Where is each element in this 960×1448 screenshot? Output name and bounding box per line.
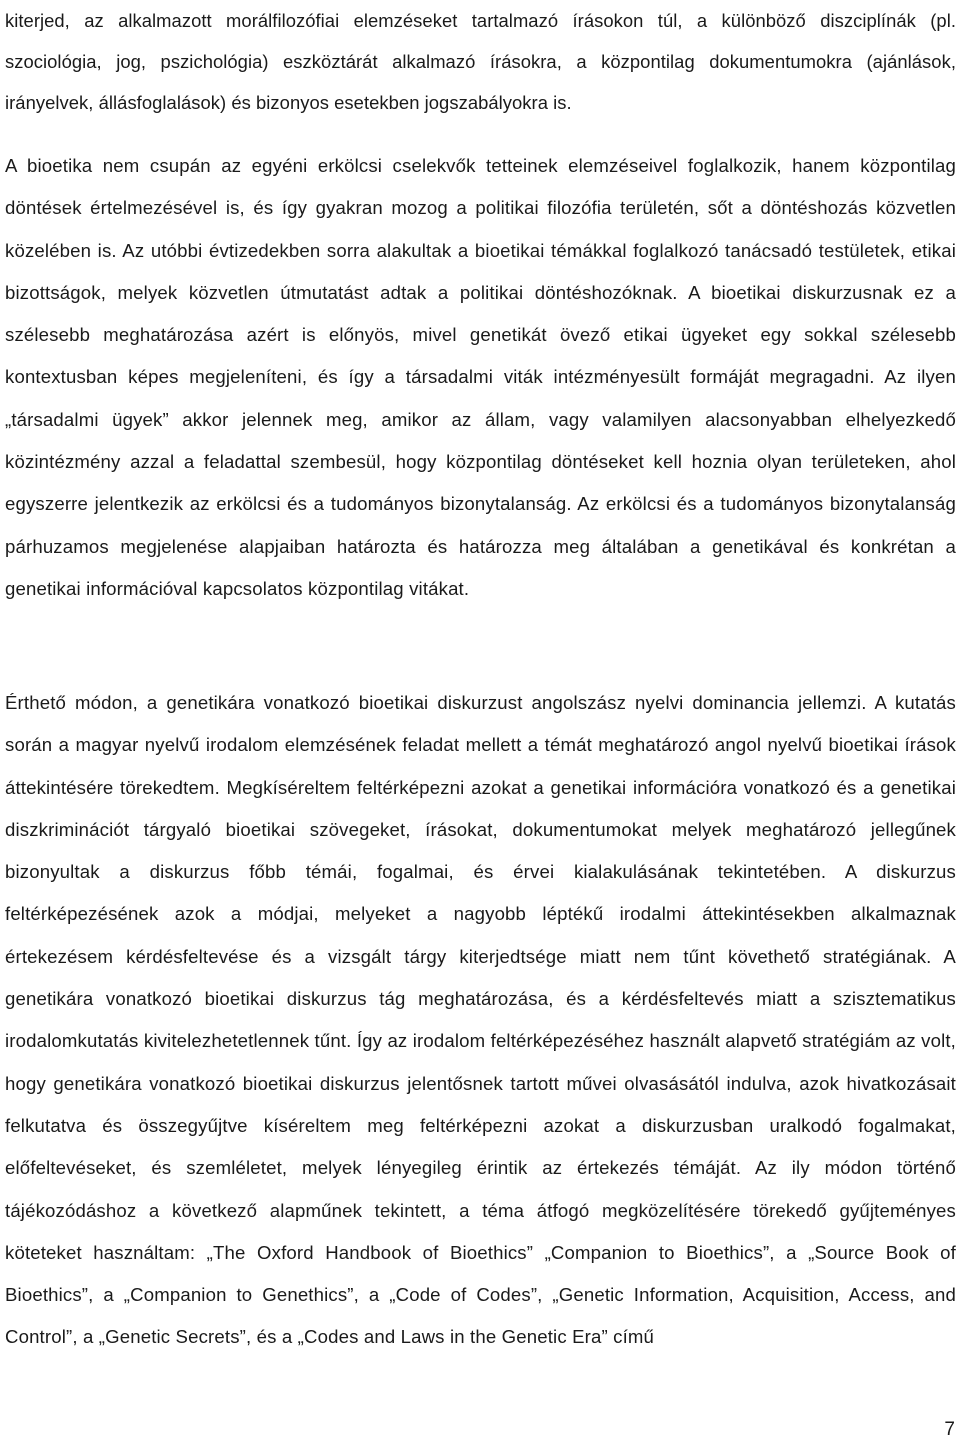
paragraph-research-method: Érthető módon, a genetikára vonatkozó bioetikai diskurzust angolszász nyelvi dominancia jellemzi. A kutatás során a magyar nyelvű irodalom elemzésének feladat mellett a témát meghatározó angol nyelvű bioetikai írások áttekintésére törekedtem. Megkíséreltem feltérképezni azokat a genetikai információra vonatkozó és a genetikai diszkriminációt tárgyaló bioetikai szövegeket, írásokat, dokumentumokat melyek meghatározó jellegűnek bizonyultak a diskurzus főbb témái, fogalmai, és érvei kialakulásának tekintetében. A diskurzus feltérképezésének azok a módjai, melyeket a nagyobb léptékű irodalmi áttekintésekben alkalmaznak értekezésem kérdésfeltevése és a vizsgált tárgy kiterjedtsége miatt nem tűnt követhető stratégiának. A genetikára vonatkozó bioetikai diskurzus tág meghatározása, és a kérdésfeltevés miatt a szisztematikus irodalomkutatás kivitelezhetetlennek tűnt. Így az irodalom feltérképezéséhez használt alapvető stratégiám az volt, hogy genetikára vonatkozó bioetikai diskurzus jelentősnek tartott művei olvasásától indulva, azok hivatkozásait felkutatva és összegyűjtve kíséreltem meg feltérképezni azokat a diskurzusban uralkodó fogalmakat, előfeltevéseket, és szemléletet, melyek lényegileg érintik az értekezés témáját. Az ily módon történő tájékozódáshoz a következő alapműnek tekintett, a téma átfogó megközelítésére törekedő gyűjteményes köteteket használtam: „The Oxford Handbook of Bioethics” „Companion to Bioethics”, a „Source Book of Bioethics”, a „Companion to Genethics”, a „Code of Codes”, „Genetic Information, Acquisition, Access, and Control”, a „Genetic Secrets”, és a „Codes and Laws in the Genetic Era” című	[5, 692, 956, 1348]
paragraph-bioethics-definition: A bioetika nem csupán az egyéni erkölcsi cselekvők tetteinek elemzéseivel foglalkozik, hanem központilag döntések értelmezésével is, és így gyakran mozog a politikai filozófia területén, sőt a döntéshozás közvetlen közelében is. Az utóbbi évtizedekben sorra alakultak a bioetikai témákkal foglalkozó tanácsadó testületek, etikai bizottságok, melyek közvetlen útmutatást adtak a politikai döntéshozóknak. A bioetikai diskurzusnak ez a szélesebb meghatározása azért is előnyös, mivel genetikát övező etikai ügyeket egy sokkal szélesebb kontextusban képes megjeleníteni, és így a társadalmi viták intézményesült formáját megragadni. Az ilyen „társadalmi ügyek” akkor jelennek meg, amikor az állam, vagy valamilyen alacsonyabban elhelyezkedő közintézmény azzal a feladattal szembesül, hogy központilag döntéseket kell hoznia olyan területeken, ahol egyszerre jelentkezik az erkölcsi és a tudományos bizonytalanság. Az erkölcsi és a tudományos bizonytalanság párhuzamos megjelenése alapjaiban határozta és határozza meg általában a genetikával és konkrétan a genetikai információval kapcsolatos központilag vitákat.	[5, 155, 956, 599]
paragraph-continuation: kiterjed, az alkalmazott morálfilozófiai elemzéseket tartalmazó írásokon túl, a különböző diszciplínák (pl. szociológia, jog, pszichológia) eszköztárát alkalmazó írásokra, a központilag dokumentumokra (ajánlások, irányelvek, állásfoglalások) és bizonyos esetekben jogszabályokra is.	[5, 10, 956, 114]
page-number: 7	[944, 1419, 955, 1440]
